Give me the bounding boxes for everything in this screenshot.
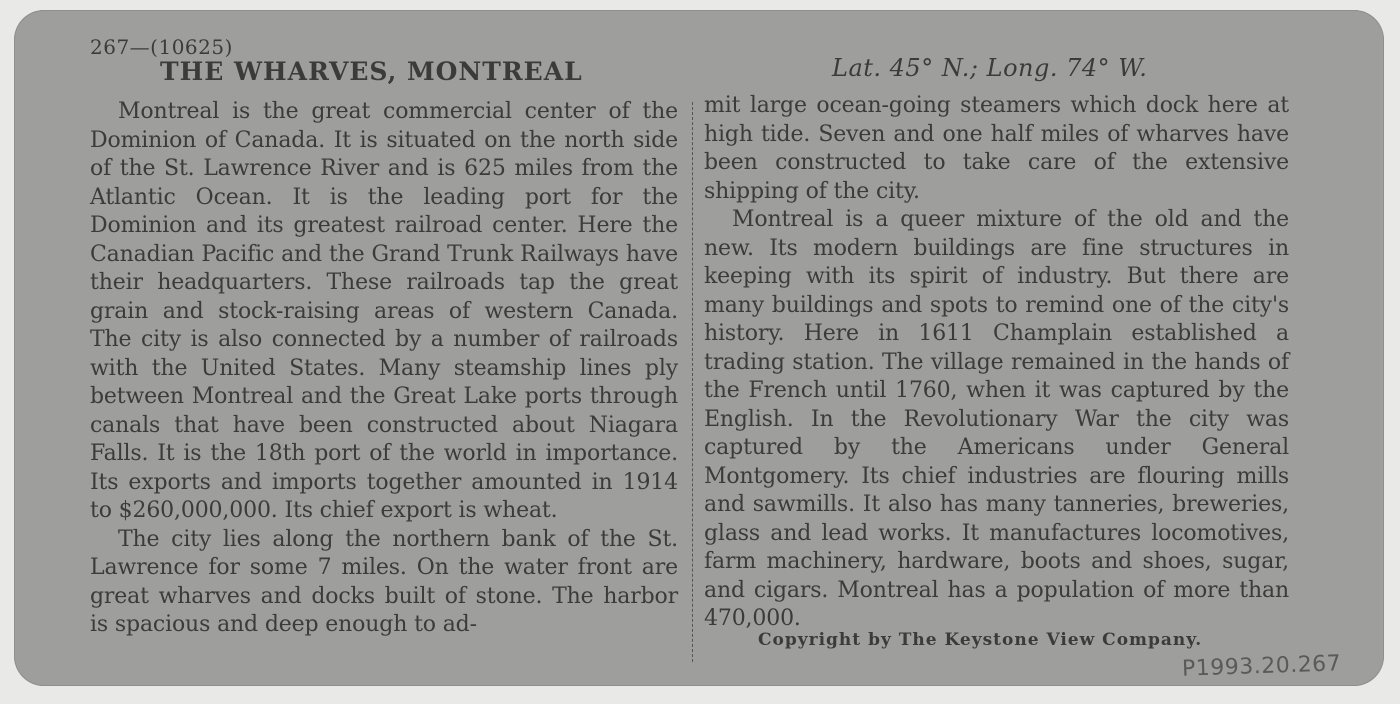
stereoview-card-back — [14, 10, 1384, 686]
card-title: THE WHARVES, MONTREAL — [160, 57, 583, 86]
catalog-number: 267—(10625) — [90, 35, 233, 59]
left-paragraph-2: The city lies along the northern bank of the St. Lawrence for some 7 miles. On the water front are great wharves and docks built of stone. The harbor is spacious and deep enough to ad- — [90, 526, 678, 637]
right-paragraph-1: mit large ocean-going steamers which dock here at high tide. Seven and one half miles of wharves have been constructed to take care of the extensive shipping of the city. — [704, 93, 1289, 204]
column-divider — [692, 102, 693, 662]
accession-number: P1993.20.267 — [1181, 651, 1342, 682]
left-paragraph-1: Montreal is the great commercial center of the Dominion of Canada. It is situated on the north side of the St. Lawrence River and is 625 miles from the Atlantic Ocean. It is the leading port for the Dominion and its greatest railroad center. Here the Canadian Pacific and the Grand Trunk Railways have their headquarters. These railroads tap the great grain and stock-raising areas of western Canada. The city is also connected by a number of railroads with the United States. Many steamship lines ply between Montreal and the Great Lake ports through canals that have been constructed about Niagara Falls. It is the 18th port of the world in importance. Its exports and imports together amounted in 1914 to $260,000,000. Its chief export is wheat. — [90, 99, 678, 523]
coordinates: Lat. 45° N.; Long. 74° W. — [832, 54, 1148, 82]
left-column — [90, 98, 678, 640]
right-paragraph-2: Montreal is a queer mixture of the old and the new. Its modern buildings are fine structures in keeping with its spirit of industry. But there are many buildings and spots to remind one of the city's history. Here in 1611 Champlain established a trading station. The village remained in the hands of the French until 1760, when it was captured by the English. In the Revolutionary War the city was captured by the Americans under General Montgomery. Its chief industries are flouring mills and sawmills. It also has many tanneries, breweries, glass and lead works. It manufactures locomotives, farm machinery, hardware, boots and shoes, sugar, and cigars. Montreal has a population of more than 470,000. — [704, 207, 1289, 631]
right-column — [704, 92, 1289, 634]
copyright-notice: Copyright by The Keystone View Company. — [758, 630, 1203, 650]
